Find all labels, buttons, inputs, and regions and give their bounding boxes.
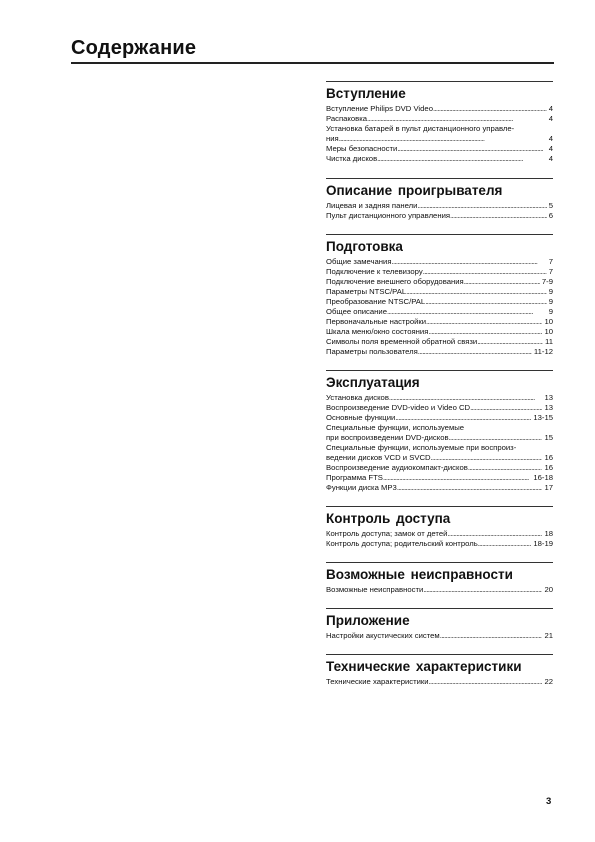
dot-leader [417, 201, 546, 211]
section-title: Описание проигрывателя [326, 183, 503, 198]
toc-section [326, 178, 553, 221]
dot-leader [433, 104, 547, 114]
entry-label: Общее описание [326, 307, 387, 316]
dot-leader [389, 393, 543, 403]
entry-label: Меры безопасности [326, 144, 398, 153]
entry-label: Пульт дистанционного управления [326, 211, 451, 220]
section-entries [326, 677, 553, 687]
entry-label: Воспроизведение аудиокомпакт-дисков [326, 463, 468, 472]
entry-label: Технические характеристики [326, 677, 429, 686]
toc-entry[interactable] [326, 114, 553, 124]
entry-page: 4 [548, 134, 553, 143]
toc-entry[interactable] [326, 257, 553, 267]
toc-entry[interactable] [326, 267, 553, 277]
entry-page: 10 [544, 327, 553, 336]
toc-section [326, 81, 553, 164]
toc-entry[interactable] [326, 463, 553, 473]
entry-label: Преобразование NTSC/PAL [326, 297, 426, 306]
dot-leader [397, 144, 546, 154]
toc-entry[interactable] [326, 154, 553, 164]
dot-leader [426, 317, 542, 327]
section-entries [326, 104, 553, 164]
dot-leader [418, 347, 532, 357]
entry-label: Программа FTS [326, 473, 383, 482]
entry-label: Основные функции [326, 413, 396, 422]
dot-leader [395, 413, 531, 423]
toc-entry[interactable] [326, 327, 553, 337]
toc-entry[interactable] [326, 413, 553, 423]
toc-section [326, 654, 553, 687]
entry-page: 13-15 [533, 413, 553, 422]
section-entries [326, 257, 553, 357]
toc-entry[interactable] [326, 287, 553, 297]
dot-leader [377, 154, 547, 164]
dot-leader [406, 287, 547, 297]
dot-leader [367, 114, 547, 124]
toc-entry[interactable] [326, 201, 553, 211]
dot-leader [425, 297, 547, 307]
entry-page: 16-18 [533, 473, 553, 482]
toc-section [326, 562, 553, 595]
entry-label-line1: Специальные функции, используемые при воспроиз- [326, 443, 517, 452]
section-entries [326, 201, 553, 221]
entry-label: Подключение к телевизору [326, 267, 423, 276]
toc-entry[interactable] [326, 631, 553, 641]
toc-entry[interactable] [326, 124, 553, 144]
toc-entry[interactable] [326, 423, 553, 443]
section-title: Приложение [326, 613, 410, 628]
section-entries [326, 529, 553, 549]
toc-entry[interactable] [326, 585, 553, 595]
entry-page: 13 [544, 393, 553, 402]
entry-page: 11 [545, 337, 553, 346]
toc-entry[interactable] [326, 539, 553, 549]
page-title: Содержание [71, 37, 197, 59]
dot-leader [423, 585, 542, 595]
entry-label: Контроль доступа; замок от детей [326, 529, 448, 538]
entry-page: 16 [544, 463, 553, 472]
toc-entry[interactable] [326, 443, 553, 463]
section-entries [326, 585, 553, 595]
dot-leader [447, 529, 542, 539]
toc-section [326, 370, 553, 493]
toc-section [326, 608, 553, 641]
dot-leader [392, 257, 547, 267]
entry-page: 17 [544, 483, 553, 492]
toc-entry[interactable] [326, 297, 553, 307]
entry-page: 9 [548, 297, 553, 306]
toc-section [326, 234, 553, 357]
entry-page: 4 [548, 154, 553, 163]
entry-page: 10 [544, 317, 553, 326]
dot-leader [423, 267, 547, 277]
toc-entry[interactable] [326, 393, 553, 403]
dot-leader [387, 307, 547, 317]
section-entries [326, 631, 553, 641]
entry-label: Установка дисков [326, 393, 389, 402]
toc-entry[interactable] [326, 677, 553, 687]
entry-label: Подключение внешнего оборудования [326, 277, 464, 286]
toc-entry[interactable] [326, 347, 553, 357]
dot-leader [429, 677, 543, 687]
entry-label: Символы поля временной обратной связи [326, 337, 478, 346]
entry-label-line1: Установка батарей в пульт дистанционного управле- [326, 124, 515, 133]
entry-page: 16 [544, 453, 553, 462]
dot-leader [478, 539, 532, 549]
entry-page: 18-19 [533, 539, 553, 548]
entry-label: Воспроизведение DVD-video и Video CD [326, 403, 471, 412]
entry-page: 22 [544, 677, 553, 686]
entry-label: Возможные неисправности [326, 585, 424, 594]
page-number: 3 [546, 796, 552, 807]
entry-label: Чистка дисков [326, 154, 378, 163]
entry-label: Первоначальные настройки [326, 317, 427, 326]
section-title: Вступление [326, 86, 406, 101]
table-of-contents [326, 81, 553, 687]
entry-label: Шкала меню/окно состояния [326, 327, 429, 336]
entry-label: Параметры NTSC/PAL [326, 287, 407, 296]
entry-page: 13 [544, 403, 553, 412]
entry-label: Общие замечания [326, 257, 392, 266]
section-title: Контроль доступа [326, 511, 451, 526]
entry-page: 21 [544, 631, 553, 640]
section-title: Технические характеристики [326, 659, 522, 674]
entry-label: Лицевая и задняя панели [326, 201, 418, 210]
entry-page: 20 [544, 585, 553, 594]
entry-page: 5 [548, 201, 553, 210]
dot-leader [477, 337, 543, 347]
toc-entry[interactable] [326, 529, 553, 539]
toc-entry[interactable] [326, 307, 553, 317]
entry-label: ния [326, 134, 339, 143]
entry-page: 7 [548, 267, 553, 276]
toc-entry[interactable] [326, 277, 553, 287]
toc-entry[interactable] [326, 473, 553, 483]
entry-page: 11-12 [533, 347, 553, 356]
toc-section [326, 506, 553, 549]
dot-leader [449, 433, 543, 443]
section-title: Возможные неисправности [326, 567, 513, 582]
dot-leader [428, 327, 542, 337]
entry-page: 7-9 [541, 277, 553, 286]
dot-leader [440, 631, 543, 641]
dot-leader [470, 403, 542, 413]
section-title: Подготовка [326, 239, 403, 254]
dot-leader [397, 483, 543, 493]
entry-label: Распаковка [326, 114, 368, 123]
entry-label: Контроль доступа; родительский контроль [326, 539, 478, 548]
entry-page: 7 [548, 257, 553, 266]
entry-page: 15 [544, 433, 553, 442]
entry-label: Параметры пользователя [326, 347, 418, 356]
entry-page: 4 [548, 114, 553, 123]
entry-label-line1: Специальные функции, используемые [326, 423, 465, 432]
entry-label: Функции диска MP3 [326, 483, 397, 492]
entry-page: 18 [544, 529, 553, 538]
dot-leader [339, 134, 547, 144]
entry-page: 4 [548, 144, 553, 153]
entry-page: 9 [548, 287, 553, 296]
title-rule [71, 62, 554, 64]
toc-entry[interactable] [326, 211, 553, 221]
dot-leader [383, 473, 531, 483]
toc-entry[interactable] [326, 144, 553, 154]
entry-page: 9 [548, 307, 553, 316]
section-entries [326, 393, 553, 493]
dot-leader [464, 277, 540, 287]
toc-entry[interactable] [326, 104, 553, 114]
entry-label: Вступление Philips DVD Video [326, 104, 433, 113]
section-title: Эксплуатация [326, 375, 420, 390]
dot-leader [431, 453, 543, 463]
entry-page: 4 [548, 104, 553, 113]
entry-label: Настройки акустических систем [326, 631, 440, 640]
entry-label: ведении дисков VCD и SVCD [326, 453, 431, 462]
toc-entry[interactable] [326, 317, 553, 327]
entry-label: при воспроизведении DVD-дисков [326, 433, 449, 442]
toc-entry[interactable] [326, 403, 553, 413]
entry-page: 6 [548, 211, 553, 220]
toc-entry[interactable] [326, 483, 553, 493]
toc-entry[interactable] [326, 337, 553, 347]
dot-leader [450, 211, 547, 221]
dot-leader [468, 463, 543, 473]
